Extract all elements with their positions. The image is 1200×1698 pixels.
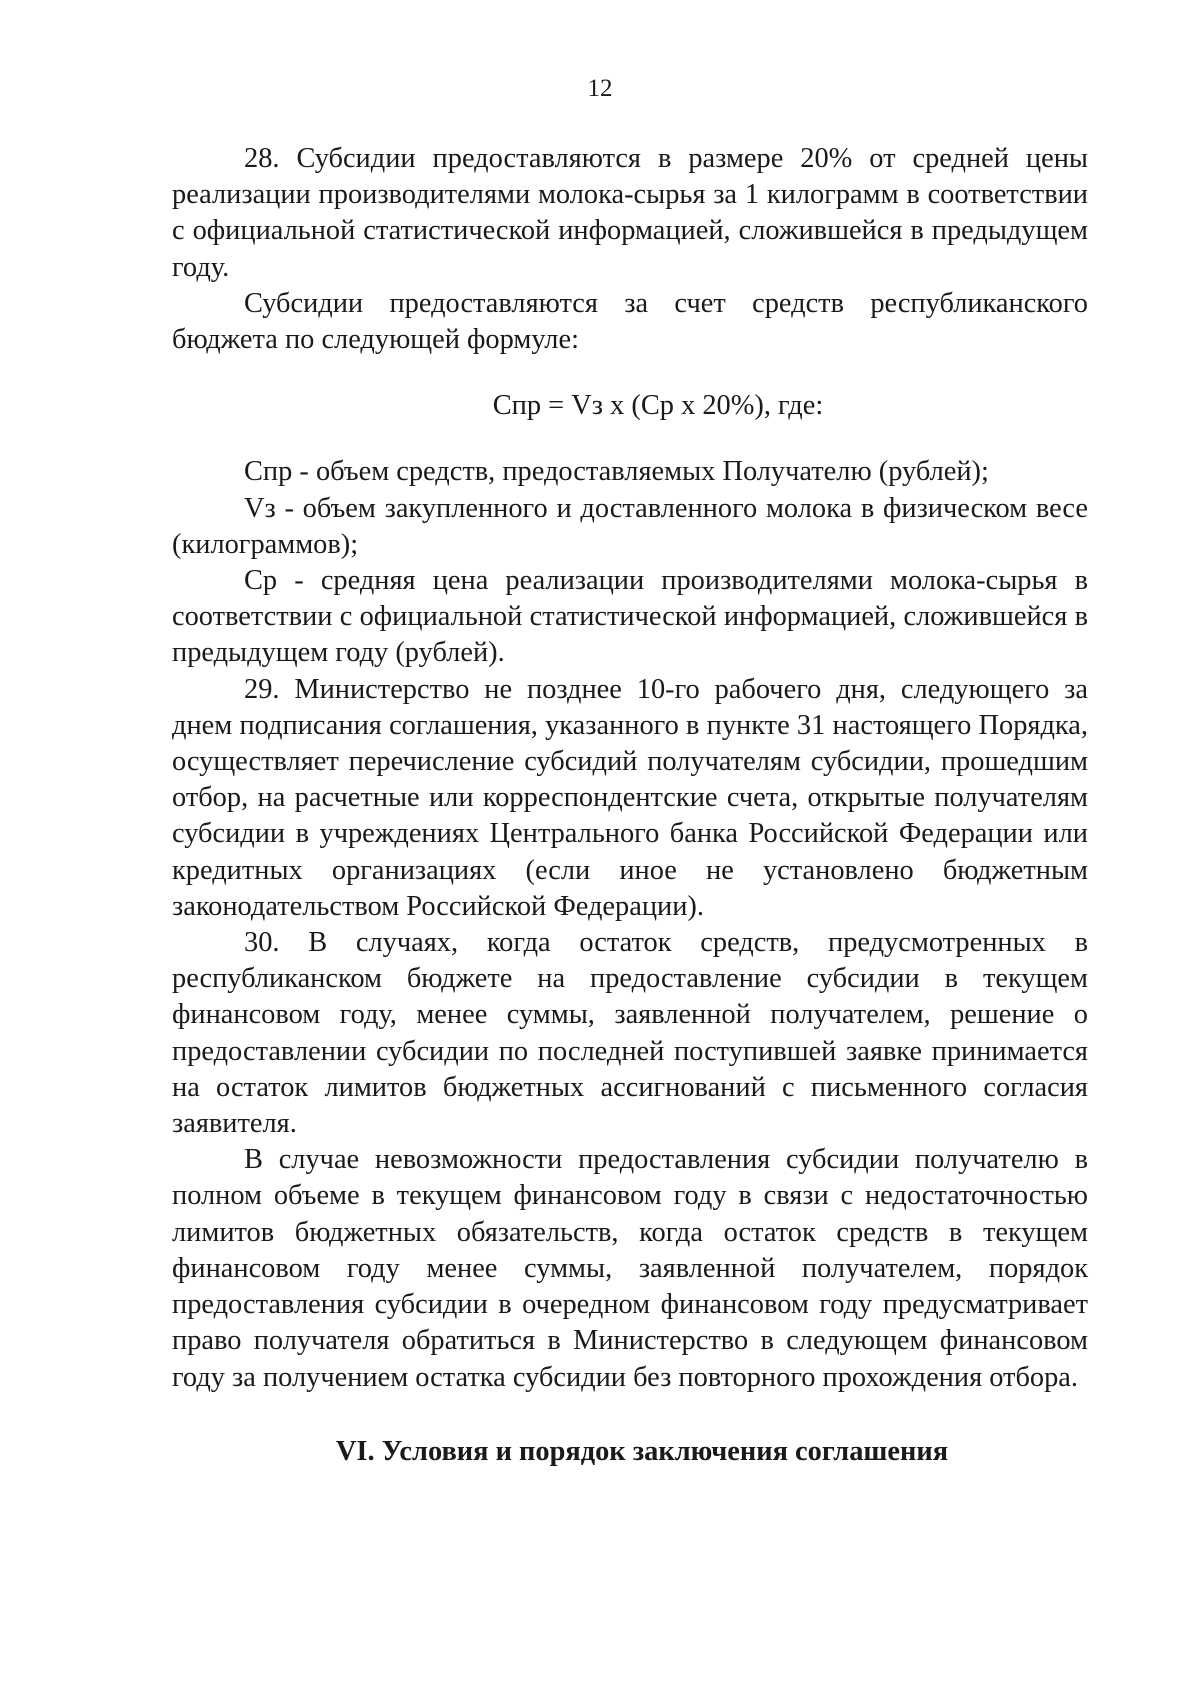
page-number: 12 bbox=[587, 75, 613, 102]
definition-vz: Vз - объем закупленного и доставленного молока в физическом весе (килограммов); bbox=[172, 492, 1088, 560]
paragraph-insufficient-limits: В случае невозможности предоставления субсидии получателю в полном объеме в текущем финансовом году в связи с недостаточностью лимитов бюджетных обязательств, когда остаток средств в текущем финансовом году менее суммы, заявленной получателем, порядок предоставления субсидии в очередном финансовом году предусматривает право получателя обратиться в Министерство в следующем финансовом году за получением остатка субсидии без повторного прохождения отбора. bbox=[172, 1144, 1088, 1393]
page-content bbox=[172, 141, 1088, 1470]
definition-spr: Спр - объем средств, предоставляемых Получателю (рублей); bbox=[244, 456, 989, 488]
paragraph-budget-formula-intro: Субсидии предоставляются за счет средств республиканского бюджета по следующей формуле: bbox=[172, 287, 1088, 356]
paragraph-28: 28. Субсидии предоставляются в размере 20% от средней цены реализации производителями молока-сырья за 1 килограмм в соответствии с официальной статистической информацией, сложившейся в предыдущем году. bbox=[172, 143, 1088, 283]
paragraph-29: 29. Министерство не позднее 10-го рабочего дня, следующего за днем подписания соглашения, указанного в пункте 31 настоящего Порядка, осуществляет перечисление субсидий получателям субсидии, прошедшим отбор, на расчетные или корреспондентские счета, открытые получателям субсидии в учреждениях Центрального банка Российской Федерации или кредитных организациях (если иное не установлено бюджетным законодательством Российской Федерации). bbox=[172, 673, 1088, 922]
definition-sr: Ср - средняя цена реализации производителями молока-сырья в соответствии с официальной статистической информацией, сложившейся в предыдущем году (рублей). bbox=[172, 565, 1088, 669]
section-heading: VI. Условия и порядок заключения соглашения bbox=[335, 1435, 949, 1467]
formula: Спр = Vз х (Ср х 20%), где: bbox=[492, 390, 824, 422]
paragraph-30: 30. В случаях, когда остаток средств, предусмотренных в республиканском бюджете на предоставление субсидии в текущем финансовом году, менее суммы, заявленной получателем, решение о предоставлении субсидии по последней поступившей заявке принимается на остаток лимитов бюджетных ассигнований с письменного согласия заявителя. bbox=[172, 927, 1088, 1140]
